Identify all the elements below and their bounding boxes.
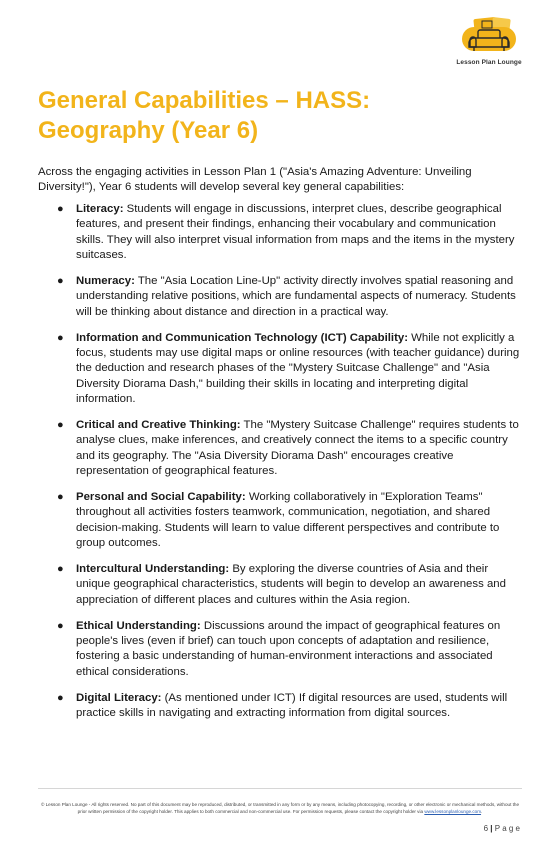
capability-item bbox=[38, 490, 522, 551]
bullet-icon: ● bbox=[57, 331, 64, 344]
logo-text: Lesson Plan Lounge bbox=[456, 59, 522, 66]
capability-item bbox=[38, 331, 522, 407]
bullet-icon: ● bbox=[57, 619, 64, 632]
footer-copyright bbox=[38, 801, 522, 815]
footer-divider bbox=[38, 788, 522, 789]
sofa-icon bbox=[460, 16, 518, 58]
copyright-end: . bbox=[481, 809, 483, 814]
capability-name: Literacy: bbox=[76, 203, 124, 215]
capability-text: While not explicitly a focus, students may use digital maps or online resources (with teacher guidance) during the deduction and research phases of the "Mystery Suitcase Challenge" and "Asia Diversity Diorama Dash," building their skills in locating and interpreting digital information. bbox=[76, 331, 520, 405]
bullet-icon: ● bbox=[57, 562, 64, 575]
website-link[interactable]: www.lessonplanlounge.com bbox=[424, 809, 482, 814]
page-label: P a g e bbox=[494, 824, 520, 833]
capability-text: The "Asia Location Line-Up" activity directly involves spatial reasoning and understanding relative positions, which are fundamental aspects of numeracy. Students will be thinking about distance and direction in a practical way. bbox=[76, 274, 516, 318]
capability-name: Ethical Understanding: bbox=[76, 619, 201, 632]
brand-logo bbox=[454, 16, 524, 72]
capability-text: By exploring the diverse countries of Asia and their unique geographical characteristics, students will begin to develop an awareness and appreciation of different places and cultures within the Asia region. bbox=[76, 562, 506, 606]
title-line-2: Geography (Year 6) bbox=[38, 117, 259, 144]
capability-item bbox=[38, 691, 522, 722]
title-line-1: General Capabilities – HASS: bbox=[38, 87, 371, 114]
page-number-value: 6 bbox=[483, 824, 489, 833]
capability-name: Information and Communication Technology (ICT) Capability: bbox=[76, 331, 409, 344]
capability-text: Discussions around the impact of geographical features on people's lives (even if brief) can touch upon concepts of adaptation and resilience, fostering a basic understanding of human-environment interactions and associated ethical considerations. bbox=[76, 619, 501, 678]
capability-text: Working collaboratively in "Exploration Teams" throughout all activities fosters teamwork, communication, negotiation, and shared decision-making. Students will learn to value different perspectives and contribute to group outcomes. bbox=[76, 490, 500, 549]
page-title bbox=[38, 86, 508, 146]
intro-paragraph: Across the engaging activities in Lesson Plan 1 ("Asia's Amazing Adventure: Unveiling Diversity!"), Year 6 students will develop several key general capabilities: bbox=[38, 166, 472, 194]
bullet-icon: ● bbox=[57, 691, 64, 704]
capability-name: Critical and Creative Thinking: bbox=[76, 418, 241, 431]
capabilities-list bbox=[38, 202, 522, 732]
capability-item bbox=[38, 562, 522, 608]
capability-name: Digital Literacy: bbox=[76, 691, 162, 704]
page-separator: | bbox=[490, 824, 493, 833]
capability-text: The "Mystery Suitcase Challenge" requires students to analyse clues, make inferences, and creatively connect the items to a specific country and its geography. The "Asia Diversity Diorama Dash" encourages creative representation of geographical features. bbox=[76, 418, 519, 477]
capability-text: Students will engage in discussions, interpret clues, describe geographical features, and present their findings, enhancing their vocabulary and communication skills. They will also interpret visual information from maps and the items in the mystery suitcases. bbox=[76, 203, 515, 261]
capability-text: (As mentioned under ICT) If digital resources are used, students will practice skills in navigating and extracting information from digital sources. bbox=[76, 691, 508, 719]
capability-name: Personal and Social Capability: bbox=[76, 490, 246, 503]
bullet-icon: ● bbox=[57, 274, 64, 287]
capability-item bbox=[38, 202, 522, 263]
capability-item bbox=[38, 274, 522, 320]
bullet-icon: ● bbox=[57, 203, 64, 215]
capability-item bbox=[38, 418, 522, 479]
bullet-icon: ● bbox=[57, 490, 64, 503]
bullet-icon: ● bbox=[57, 418, 64, 431]
page-number bbox=[484, 824, 520, 833]
capability-name: Numeracy: bbox=[76, 274, 135, 287]
capability-name: Intercultural Understanding: bbox=[76, 562, 230, 575]
capability-item bbox=[38, 619, 522, 680]
copyright-text: © Lesson Plan Lounge - All rights reserved. No part of this document may be reproduced, distributed, or transmitted in any form or by any means, including photocopying, recording, or other electronic or mechanical methods, without the prior written permission of the copyright holder. This applies to both commercial and non-commercial use. For permission requests, please contact the copyright holder via bbox=[40, 802, 520, 814]
